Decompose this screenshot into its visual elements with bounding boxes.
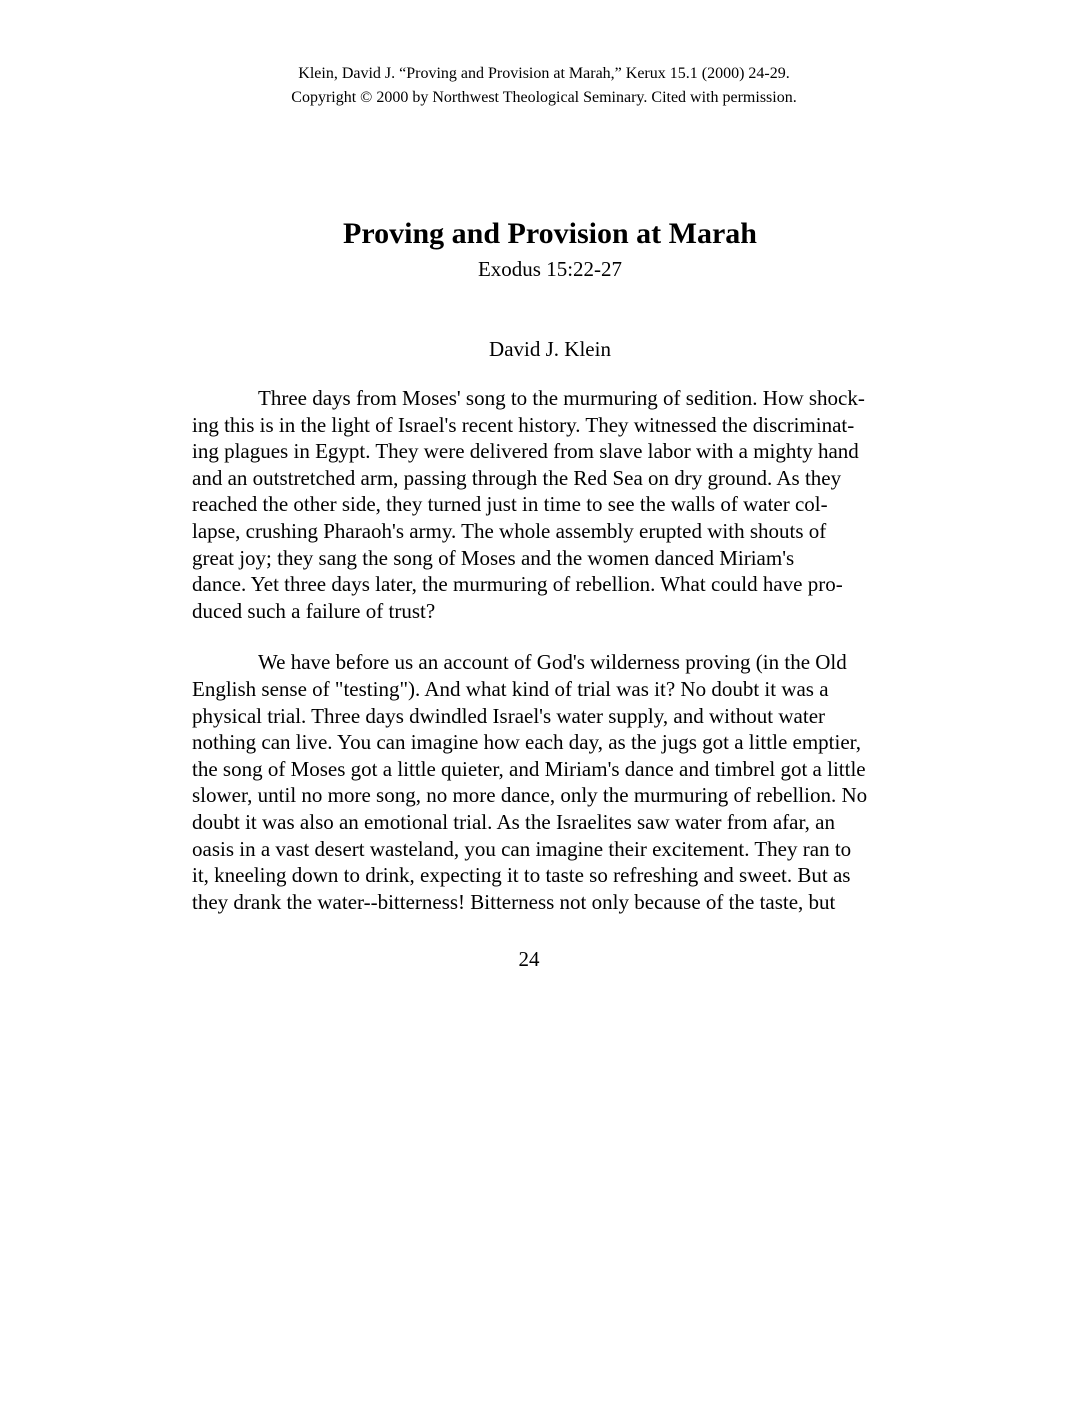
text-line: lapse, crushing Pharaoh's army. The whole assembly erupted with shouts of (192, 518, 827, 543)
text-line: We have before us an account of God's wilderness proving (in the Old (258, 650, 847, 675)
page-number: 24 (518, 947, 540, 971)
text-line: nothing can live. You can imagine how each day, as the jugs got a little emptier, (192, 730, 862, 755)
text-line: it, kneeling down to drink, expecting it to taste so refreshing and sweet. But as (192, 863, 851, 888)
scripture-reference: Exodus 15:22-27 (477, 257, 623, 281)
article-body (192, 385, 940, 915)
text-line: English sense of "testing"). And what kind of trial was it? No doubt it was a (192, 676, 829, 701)
paragraph (192, 649, 940, 915)
text-line: reached the other side, they turned just in time to see the walls of water col- (192, 492, 828, 517)
text-line: great joy; they sang the song of Moses and the women danced Miriam's (192, 545, 795, 570)
text-line: oasis in a vast desert wasteland, you can imagine their excitement. They ran to (192, 836, 852, 861)
citation-line-2: Copyright © 2000 by Northwest Theological Seminary. Cited with permission. (291, 89, 797, 106)
text-line: ing plagues in Egypt. They were delivered from slave labor with a mighty hand (192, 439, 859, 464)
text-line: ing this is in the light of Israel's recent history. They witnessed the discriminat- (192, 412, 855, 437)
citation-header (0, 62, 1088, 110)
text-line: doubt it was also an emotional trial. As the Israelites saw water from afar, an (192, 809, 835, 834)
text-line: and an outstretched arm, passing through the Red Sea on dry ground. As they (192, 465, 842, 490)
text-line: slower, until no more song, no more dance, only the murmuring of rebellion. No (192, 783, 868, 808)
article-title: Proving and Provision at Marah (343, 217, 757, 250)
text-line: physical trial. Three days dwindled Israel's water supply, and without water (192, 703, 826, 728)
author-name: David J. Klein (489, 337, 611, 361)
paragraph (192, 385, 940, 624)
text-line: Three days from Moses' song to the murmuring of sedition. How shock- (258, 386, 865, 410)
text-line: they drank the water--bitterness! Bitterness not only because of the taste, but (192, 889, 836, 914)
text-line: duced such a failure of trust? (192, 598, 436, 623)
text-line: the song of Moses got a little quieter, and Miriam's dance and timbrel got a little (192, 756, 866, 781)
paragraph-spacer (192, 624, 940, 649)
citation-line-1: Klein, David J. “Proving and Provision at Marah,” Kerux 15.1 (2000) 24-29. (298, 65, 790, 82)
text-line: dance. Yet three days later, the murmuring of rebellion. What could have pro- (192, 572, 843, 597)
